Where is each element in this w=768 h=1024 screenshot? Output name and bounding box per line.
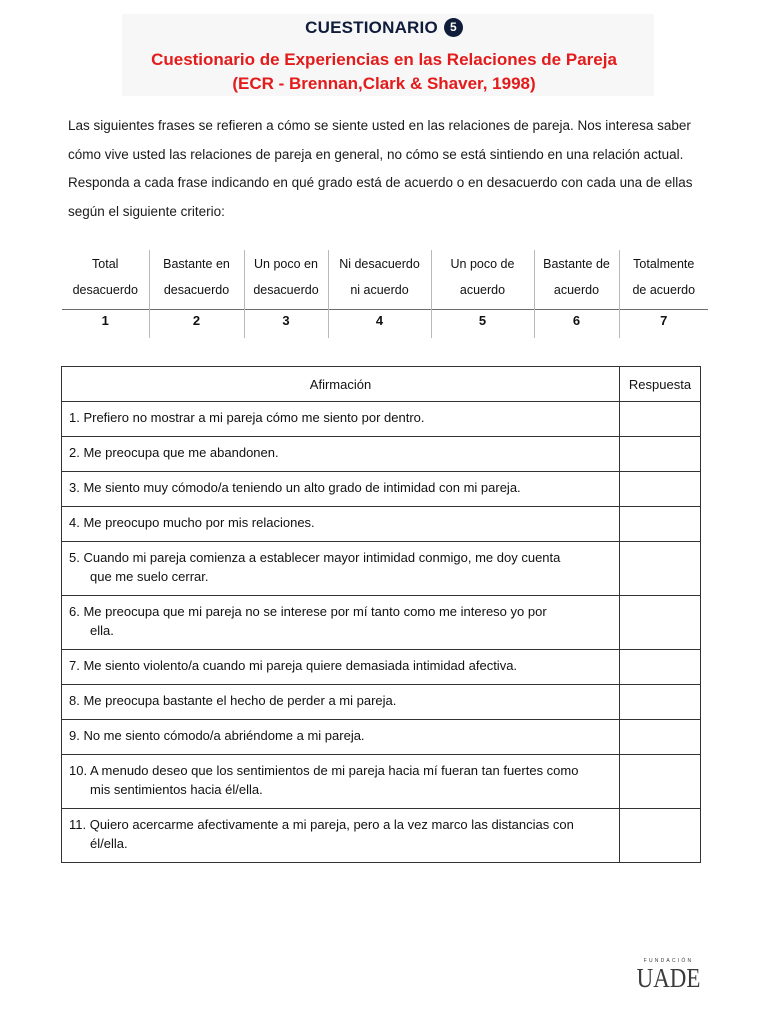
- statement-cell: 4. Me preocupo mucho por mis relaciones.: [62, 507, 620, 542]
- scale-label: Totalmente de acuerdo: [632, 257, 696, 297]
- statement-cell: 3. Me siento muy cómodo/a teniendo un alto grado de intimidad con mi pareja.: [62, 472, 620, 507]
- header-statement: Afirmación: [62, 367, 620, 402]
- scale-label: Bastante de acuerdo: [534, 250, 619, 310]
- logo-fundacion-text: FUNDACIÓN: [643, 958, 694, 964]
- answer-cell[interactable]: [620, 755, 701, 809]
- subtitle-line-2: (ECR - Brennan,Clark & Shaver, 1998): [232, 74, 536, 93]
- scale-number: 2: [149, 310, 244, 339]
- number-badge: 5: [444, 18, 463, 37]
- statement-cell: 6. Me preocupa que mi pareja no se interese por mí tanto como me intereso yo por ella.: [62, 596, 620, 650]
- logo-uade-text: UADE: [636, 963, 701, 993]
- scale-label: Total desacuerdo: [62, 250, 149, 310]
- statement-cell: 9. No me siento cómodo/a abriéndome a mi pareja.: [62, 720, 620, 755]
- answer-cell[interactable]: [620, 437, 701, 472]
- header-answer: Respuesta: [620, 367, 701, 402]
- answer-cell[interactable]: [620, 596, 701, 650]
- answer-cell[interactable]: [620, 685, 701, 720]
- title-text: CUESTIONARIO: [305, 18, 438, 37]
- answer-cell[interactable]: [620, 720, 701, 755]
- answer-cell[interactable]: [620, 650, 701, 685]
- statement-cell: 8. Me preocupa bastante el hecho de perder a mi pareja.: [62, 685, 620, 720]
- statement-cell: 10. A menudo deseo que los sentimientos de mi pareja hacia mí fueran tan fuertes como mis sentimientos hacia él/ella.: [62, 755, 620, 809]
- intro-paragraph: [68, 112, 708, 226]
- scale-label: Un poco de acuerdo: [431, 250, 534, 310]
- answer-cell[interactable]: [620, 507, 701, 542]
- answer-cell[interactable]: [620, 402, 701, 437]
- scale-label: Ni desacuerdo ni acuerdo: [328, 250, 431, 310]
- scale-number: 6: [534, 310, 619, 339]
- rating-scale: [62, 250, 708, 338]
- scale-number: 3: [244, 310, 328, 339]
- scale-number: 5: [431, 310, 534, 339]
- statement-cell: 5. Cuando mi pareja comienza a establecer mayor intimidad conmigo, me doy cuenta que me suelo cerrar.: [62, 542, 620, 596]
- scale-number: 1: [62, 310, 149, 339]
- answer-cell[interactable]: [620, 472, 701, 507]
- page-title: [0, 18, 768, 38]
- statement-cell: 11. Quiero acercarme afectivamente a mi pareja, pero a la vez marco las distancias con él/ella.: [62, 809, 620, 863]
- uade-logo: [631, 958, 706, 992]
- intro-line: según el siguiente criterio:: [68, 203, 225, 219]
- statement-cell: 1. Prefiero no mostrar a mi pareja cómo me siento por dentro.: [62, 402, 620, 437]
- scale-label: Un poco en desacuerdo: [244, 250, 328, 310]
- statement-cell: 7. Me siento violento/a cuando mi pareja quiere demasiada intimidad afectiva.: [62, 650, 620, 685]
- subtitle-line-1: Cuestionario de Experiencias en las Relaciones de Pareja: [151, 50, 617, 69]
- scale-number: 7: [619, 310, 708, 339]
- questionnaire-table: [61, 366, 701, 863]
- intro-line: Las siguientes frases se refieren a cómo se siente usted en las relaciones de pareja. Nos interesa saber: [68, 118, 691, 133]
- statement-cell: 2. Me preocupa que me abandonen.: [62, 437, 620, 472]
- intro-line: cómo vive usted las relaciones de pareja en general, no cómo se está sintiendo en una relación actual.: [68, 146, 684, 162]
- scale-number: 4: [328, 310, 431, 339]
- intro-line: Responda a cada frase indicando en qué grado está de acuerdo o en desacuerdo con cada una de ellas: [68, 175, 693, 191]
- answer-cell[interactable]: [620, 809, 701, 863]
- scale-label: Bastante en desacuerdo: [149, 250, 244, 310]
- answer-cell[interactable]: [620, 542, 701, 596]
